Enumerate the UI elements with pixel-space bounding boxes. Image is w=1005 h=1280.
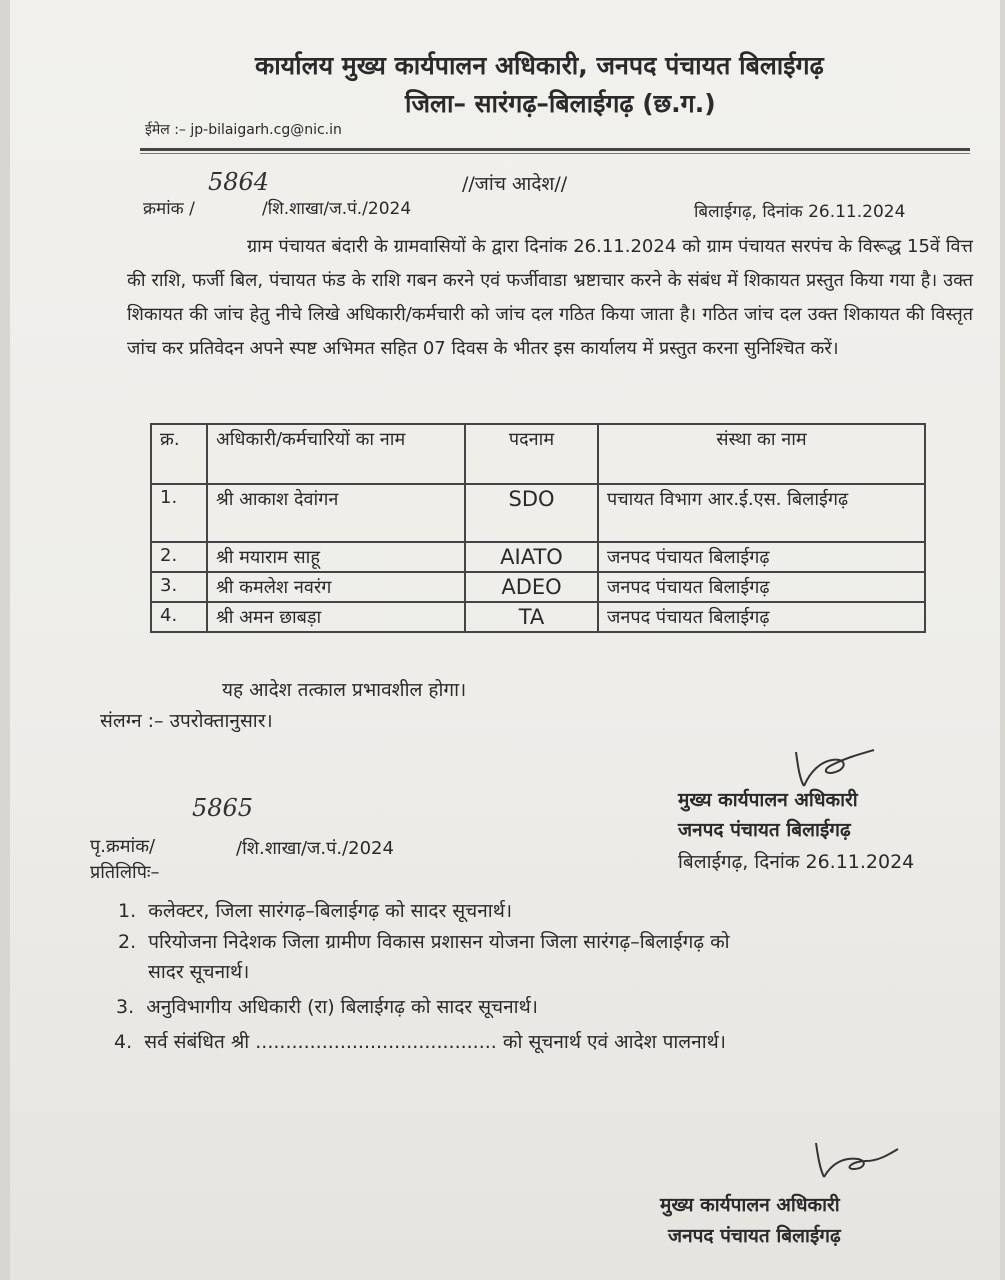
copy-number-suffix: /शि.शाखा/ज.पं./2024: [236, 838, 394, 859]
cell-sn: 2.: [151, 542, 207, 572]
list-text: परियोजना निदेशक जिला ग्रामीण विकास प्रशासन योजना जिला सारंगढ़–बिलाईगढ़ को: [148, 931, 730, 953]
header-name: अधिकारी/कर्मचारियों का नाम: [207, 424, 465, 484]
copy-number-label: पृ.क्रमांक/: [90, 836, 156, 857]
cell-designation: TA: [465, 602, 598, 632]
inquiry-team-table: [150, 423, 926, 633]
signature-mark: [790, 742, 880, 792]
enclosure-line: संलग्न :– उपरोक्तानुसार।: [100, 710, 273, 732]
cell-organisation: जनपद पंचायत बिलाईगढ़: [598, 602, 925, 632]
list-text: सर्व संबंधित श्री ........................................ को सूचनार्थ एवं आदेश पालनार्थ।: [144, 1031, 726, 1053]
office-heading: कार्यालय मुख्य कार्यपालन अधिकारी, जनपद पंचायत बिलाईगढ़: [255, 51, 824, 80]
list-text: अनुविभागीय अधिकारी (रा) बिलाईगढ़ को सादर सूचनार्थ।: [146, 996, 538, 1018]
header-organisation: संस्था का नाम: [598, 424, 925, 484]
header-divider: [140, 148, 970, 154]
cell-organisation: पचायत विभाग आर.ई.एस. बिलाईगढ़: [598, 484, 925, 542]
list-number: 1.: [118, 900, 137, 922]
order-place-date: बिलाईगढ़, दिनांक 26.11.2024: [694, 202, 906, 222]
cell-designation: SDO: [465, 484, 598, 542]
copy-place-date: बिलाईगढ़, दिनांक 26.11.2024: [678, 851, 915, 873]
signature-mark-2: [808, 1135, 908, 1185]
order-body: [127, 230, 973, 366]
signatory-title-2: मुख्य कार्यपालन अधिकारी: [660, 1194, 840, 1216]
order-number-suffix: /शि.शाखा/ज.पं./2024: [262, 199, 412, 219]
list-item: [114, 1028, 726, 1054]
handwritten-order-number: 5864: [208, 168, 270, 196]
signatory-office-1: जनपद पंचायत बिलाईगढ़: [678, 819, 851, 841]
copy-label: प्रतिलिपिः–: [90, 862, 160, 883]
cell-name: श्री आकाश देवांगन: [207, 484, 465, 542]
list-text: सादर सूचनार्थ।: [148, 961, 250, 983]
order-title: //जांच आदेश//: [462, 173, 568, 195]
table-row: [151, 602, 925, 632]
list-number: 3.: [116, 996, 135, 1018]
list-item: [148, 958, 249, 984]
list-text: कलेक्टर, जिला सारंगढ़–बिलाईगढ़ को सादर सूचनार्थ।: [148, 900, 513, 922]
cell-name: श्री अमन छाबड़ा: [207, 602, 465, 632]
cell-designation: ADEO: [465, 572, 598, 602]
cell-sn: 4.: [151, 602, 207, 632]
cell-designation: AIATO: [465, 542, 598, 572]
header-sn: क्र.: [151, 424, 207, 484]
list-item: [116, 993, 538, 1019]
handwritten-copy-number: 5865: [192, 794, 254, 822]
list-number: 4.: [114, 1031, 133, 1053]
cell-organisation: जनपद पंचायत बिलाईगढ़: [598, 572, 925, 602]
table-row: [151, 484, 925, 542]
email-line: [145, 120, 342, 139]
order-body-text: ग्राम पंचायत बंदारी के ग्रामवासियों के द्वारा दिनांक 26.11.2024 को ग्राम पंचायत सरपंच के विरूद्ध 15वें वित्त की राशि, फर्जी बिल, पंचायत फंड के राशि गबन करने एवं फर्जीवाडा भ्रष्टाचार करने के संबंध में शिकायत प्रस्तुत किया गया है। उक्त शिकायत की जांच हेतु नीचे लिखे अधिकारी/कर्मचारी को जांच दल गठित किया जाता है। गठित जांच दल उक्त शिकायत की विस्तृत जांच कर प्रतिवेदन अपने स्पष्ट अभिमत सहित 07 दिवस के भीतर इस कार्यालय में प्रस्तुत करना सुनिश्चित करें।: [127, 236, 973, 359]
list-number: 2.: [118, 931, 137, 953]
list-item: [118, 897, 512, 923]
email-address: jp-bilaigarh.cg@nic.in: [190, 122, 342, 138]
signatory-title-1: मुख्य कार्यपालन अधिकारी: [678, 789, 858, 811]
signature-scribble-2: [808, 1135, 908, 1189]
order-number-label: क्रमांक /: [143, 199, 195, 219]
table-row: [151, 572, 925, 602]
effect-line: यह आदेश तत्काल प्रभावशील होगा।: [222, 679, 467, 701]
district-heading: जिला– सारंगढ़–बिलाईगढ़ (छ.ग.): [405, 89, 716, 118]
header-designation: पदनाम: [465, 424, 598, 484]
signatory-office-2: जनपद पंचायत बिलाईगढ़: [668, 1225, 841, 1247]
email-label: ईमेल :–: [145, 122, 186, 138]
table-header-row: [151, 424, 925, 484]
cell-name: श्री कमलेश नवरंग: [207, 572, 465, 602]
cell-name: श्री मयाराम साहू: [207, 542, 465, 572]
list-item: [118, 928, 730, 954]
cell-sn: 1.: [151, 484, 207, 542]
table-row: [151, 542, 925, 572]
cell-organisation: जनपद पंचायत बिलाईगढ़: [598, 542, 925, 572]
cell-sn: 3.: [151, 572, 207, 602]
